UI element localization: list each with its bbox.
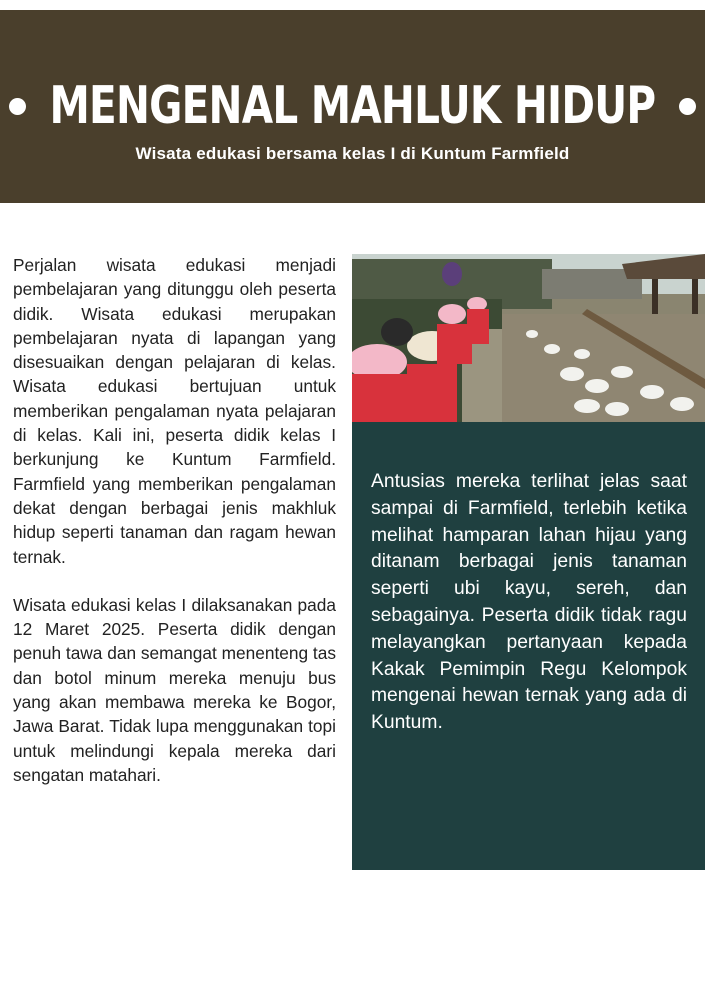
- highlight-box: [352, 422, 705, 870]
- page-subtitle: Wisata edukasi bersama kelas I di Kuntum Farmfield: [135, 144, 570, 163]
- title-row: [0, 70, 705, 142]
- bullet-dot-icon: [679, 98, 696, 115]
- page-title: MENGENAL MAHLUK HIDUP: [49, 76, 656, 136]
- highlight-text: Antusias mereka terlihat jelas saat sampai di Farmfield, terlebih ketika melihat hamparan lahan hijau yang ditanam berbagai jenis tanaman seperti ubi kayu, sereh, dan sebagainya. Peserta didik tidak ragu melayangkan pertanyaan kepada Kakak Pemimpin Regu Kelompok mengenai hewan ternak yang ada di Kuntum.: [371, 471, 687, 734]
- article-paragraph: Wisata edukasi kelas I dilaksanakan pada 12 Maret 2025. Peserta didik dengan penuh tawa dan semangat menenteng tas dan botol minum mereka menuju bus yang akan membawa mereka ke Bogor, Jawa Barat. Tidak lupa menggunakan topi untuk melindungi kepala mereka dari sengatan matahari.: [13, 594, 336, 785]
- farm-visit-photo: [352, 254, 705, 422]
- bullet-dot-icon: [9, 98, 26, 115]
- article-left-column: [13, 253, 336, 811]
- header-banner: [0, 10, 705, 203]
- photo-illustration: [352, 254, 705, 422]
- article-paragraph: Perjalan wisata edukasi menjadi pembelajaran yang ditunggu oleh peserta didik. Wisata edukasi merupakan pembelajaran nyata di lapangan yang disesuaikan dengan pelajaran di kelas. Wisata edukasi bertujuan untuk memberikan pengalaman nyata pelajaran di kelas. Kali ini, peserta didik kelas I berkunjung ke Kuntum Farmfield. Farmfield yang memberikan pengalaman dekat dengan berbagai jenis makhluk hidup seperti tanaman dan ragam hewan ternak.: [13, 255, 336, 567]
